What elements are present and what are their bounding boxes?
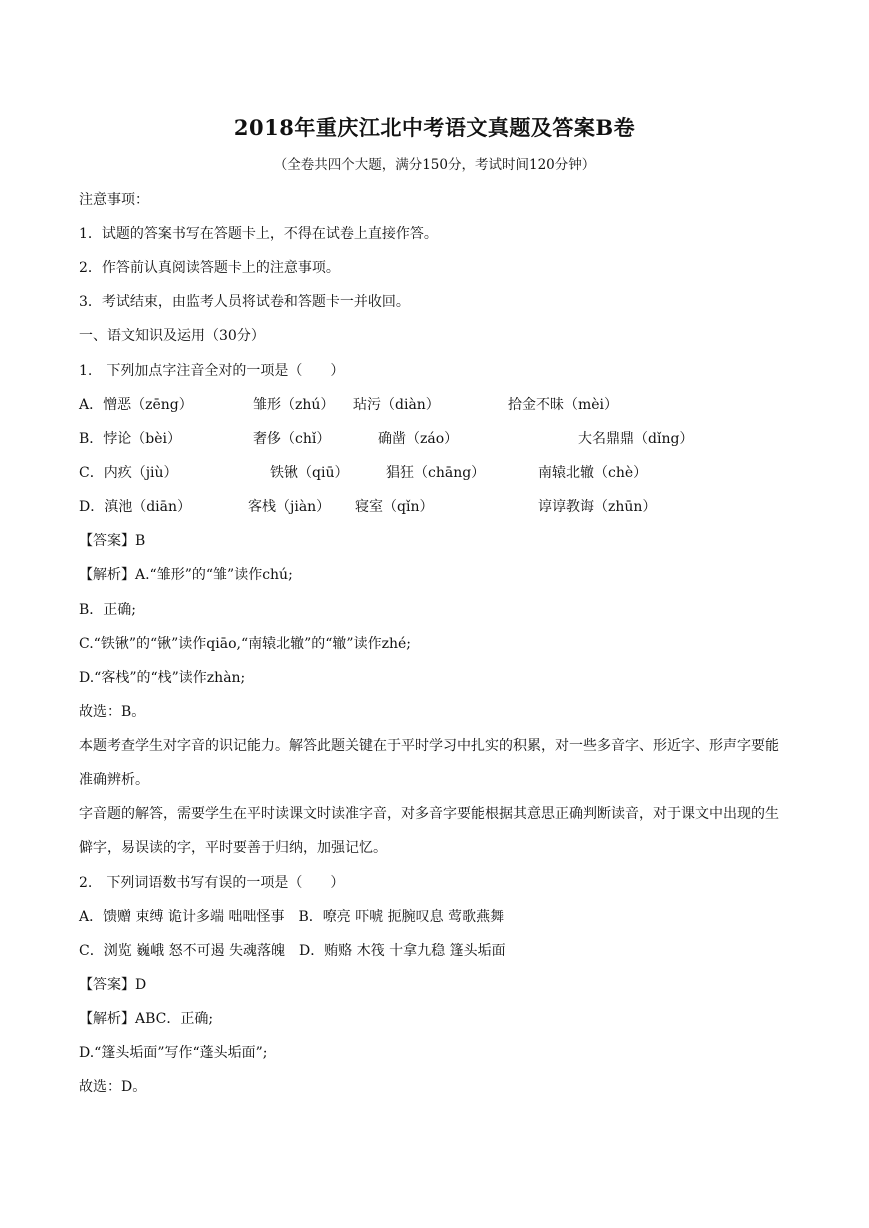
option-d-word4: 谆谆教诲（zhūn）: [538, 499, 657, 515]
option-b-word3: 确凿（záo）: [378, 431, 459, 447]
notice-item: 1．试题的答案书写在答题卡上，不得在试卷上直接作答。: [79, 226, 438, 242]
notice-item: 3．考试结束，由监考人员将试卷和答题卡一并收回。: [79, 294, 410, 310]
analysis-line: 故选：D。: [79, 1079, 147, 1095]
answer-line: 【答案】B: [79, 533, 146, 549]
option-d-word2: 客栈（jiàn）: [248, 499, 331, 515]
option-b-word2: 奢侈（chǐ）: [253, 431, 331, 447]
option-b-word4: 大名鼎鼎（dǐng）: [578, 431, 694, 447]
option-line: C．浏览 巍峨 怒不可遏 失魂落魄 D．贿赂 木筏 十拿九稳 篷头垢面: [79, 943, 506, 959]
page-subtitle: （全卷共四个大题，满分150分，考试时间120分钟）: [273, 157, 596, 173]
option-c-word2: 铁锹（qiū）: [270, 465, 349, 481]
option-a-word1: A．憎恶（zēng）: [79, 397, 193, 413]
option-c-word3: 猖狂（chāng）: [386, 465, 486, 481]
comment-paragraph: 本题考查学生对字音的识记能力。解答此题关键在于平时学习中扎实的积累，对一些多音字、形近字、形声字要能准确辨析。: [79, 738, 779, 788]
page-title: 2018年重庆江北中考语文真题及答案B卷: [233, 115, 636, 140]
question-stem: 2. 下列词语数书写有误的一项是（ ）: [79, 875, 345, 891]
analysis-line: D.“篷头垢面”写作“蓬头垢面”;: [79, 1045, 268, 1061]
analysis-line: D.“客栈”的“栈”读作zhàn;: [79, 670, 246, 686]
question-stem: 1. 下列加点字注音全对的一项是（ ）: [79, 363, 345, 379]
analysis-line: B．正确;: [79, 602, 137, 618]
option-c-word1: C．内疚（jiù）: [79, 465, 178, 481]
option-a-word4: 拾金不昧（mèi）: [508, 397, 619, 413]
section-heading: 一、语文知识及运用（30分）: [79, 328, 265, 344]
option-b-word1: B．悖论（bèi）: [79, 431, 182, 447]
option-d-word3: 寝室（qǐn）: [355, 499, 434, 515]
analysis-line: 【解析】A.“雏形”的“雏”读作chú;: [79, 567, 293, 583]
option-line: A．馈赠 束缚 诡计多端 咄咄怪事 B．嘹亮 吓唬 扼腕叹息 莺歌燕舞: [79, 909, 505, 925]
option-d-word1: D．滇池（diān）: [79, 499, 192, 515]
analysis-line: C.“铁锹”的“锹”读作qiāo,“南辕北辙”的“辙”读作zhé;: [79, 636, 411, 652]
option-c-word4: 南辕北辙（chè）: [538, 465, 648, 481]
answer-line: 【答案】D: [79, 977, 147, 993]
analysis-line: 故选：B。: [79, 704, 146, 720]
notice-heading: 注意事项：: [79, 192, 149, 208]
option-a-word3: 玷污（diàn）: [353, 397, 440, 413]
notice-item: 2．作答前认真阅读答题卡上的注意事项。: [79, 260, 340, 276]
analysis-line: 【解析】ABC．正确;: [79, 1011, 214, 1027]
option-a-word2: 雏形（zhú）: [253, 397, 335, 413]
comment-paragraph: 字音题的解答，需要学生在平时读课文时读准字音，对多音字要能根据其意思正确判断读音，对于课文中出现的生僻字，易误读的字，平时要善于归纳，加强记忆。: [79, 806, 779, 856]
